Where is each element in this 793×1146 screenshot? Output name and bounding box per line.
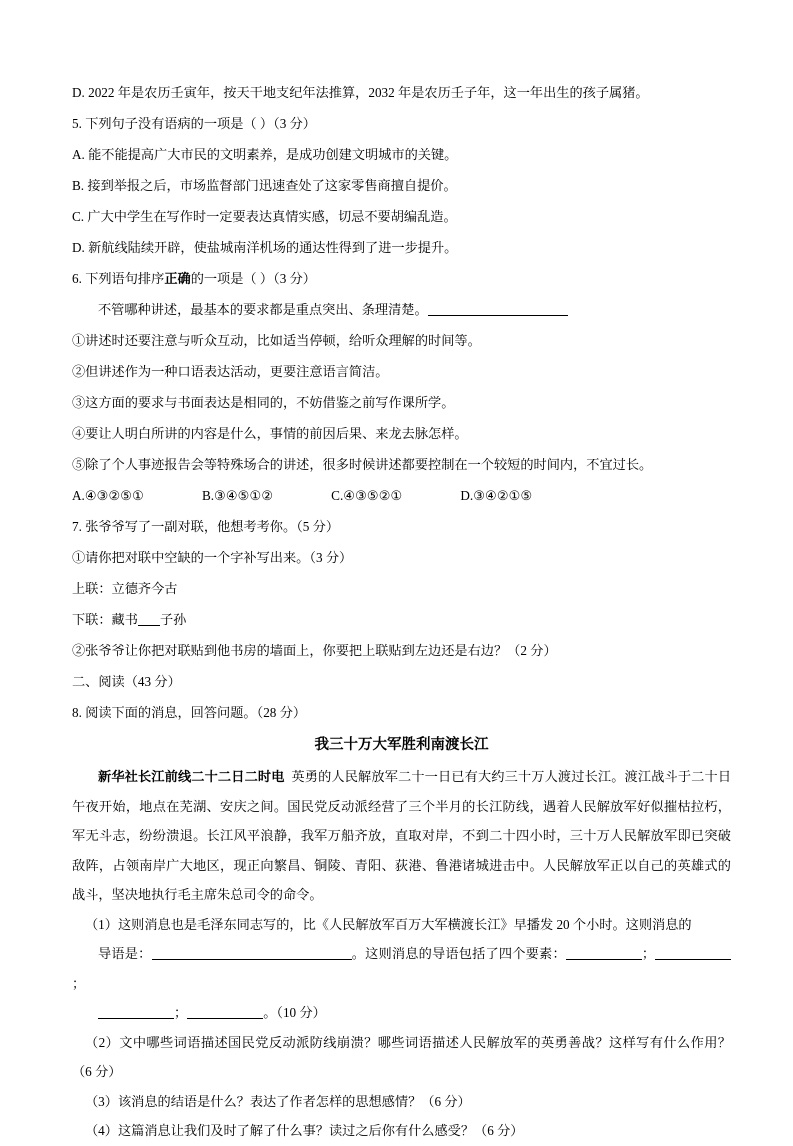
question-5-option-b: B. 接到举报之后，市场监督部门迅速查处了这家零售商擅自提价。 bbox=[72, 178, 457, 193]
subquestion-3: （3）该消息的结语是什么？表达了作者怎样的思想感情？（6 分） bbox=[85, 1093, 471, 1109]
question-6-item-3: ③这方面的要求与书面表达是相同的，不妨借鉴之前写作课所学。 bbox=[72, 395, 455, 410]
question-6-item-2: ②但讲述作为一种口语表达活动，更要注意语言简洁。 bbox=[72, 364, 389, 379]
question-6-options bbox=[72, 480, 731, 511]
couplet-top: 上联：立德齐今古 bbox=[72, 581, 178, 596]
article-dateline: 新华社长江前线二十二日二时电 bbox=[98, 769, 285, 784]
article-title: 我三十万大军胜利南渡长江 bbox=[314, 737, 489, 753]
question-6-option-a: A.④③②⑤① bbox=[72, 488, 144, 503]
subquestion-1-continued bbox=[72, 939, 731, 998]
question-6-item-1: ①讲述时还要注意与听众互动，比如适当停顿，给听众理解的时间等。 bbox=[72, 333, 481, 348]
question-6-option-c: C.④③⑤②① bbox=[331, 488, 403, 503]
blank-line bbox=[98, 1018, 174, 1019]
question-6-item-4: ④要让人明白所讲的内容是什么，事情的前因后果、来龙去脉怎样。 bbox=[72, 426, 468, 441]
subquestion-1-part-c: 。这则消息的导语包括了四个要素： bbox=[351, 946, 566, 961]
question-6-intro-text: 不管哪种讲述，最基本的要求都是重点突出、条理清楚。 bbox=[98, 302, 428, 317]
subquestion-1 bbox=[72, 910, 731, 940]
blank-char bbox=[138, 625, 160, 626]
question-6-option-b: B.③④⑤①② bbox=[201, 488, 274, 503]
question-6-stem-pre: 6. 下列语句排序 bbox=[72, 271, 165, 286]
blank-line bbox=[152, 959, 352, 960]
question-7-part-1: ①请你把对联中空缺的一个字补写出来。（3 分） bbox=[72, 550, 353, 565]
subquestion-1-part-g: 。（10 分） bbox=[263, 1005, 326, 1020]
question-8-stem: 8. 阅读下面的消息，回答问题。（28 分） bbox=[72, 705, 307, 720]
subquestion-4: （4）这篇消息让我们及时了解了什么事？读过之后你有什么感受？（6 分） bbox=[85, 1123, 524, 1138]
question-7-stem: 7. 张爷爷写了一副对联，他想考考你。（5 分） bbox=[72, 519, 340, 534]
section-2-heading: 二、阅读（43 分） bbox=[72, 674, 181, 689]
couplet-bottom-pre: 下联：藏书 bbox=[72, 612, 138, 627]
question-5-option-d: D. 新航线陆续开辟，使盐城南洋机场的通达性得到了进一步提升。 bbox=[72, 240, 458, 255]
question-5-stem: 5. 下列句子没有语病的一项是（ ）（3 分） bbox=[72, 116, 316, 131]
question-5-option-c: C. 广大中学生在写作时一定要表达真情实感，切忌不要胡编乱造。 bbox=[72, 209, 457, 224]
question-6-stem bbox=[72, 263, 731, 294]
couplet-bottom bbox=[72, 604, 731, 635]
question-4-option-d: D. 2022 年是农历壬寅年，按天干地支纪年法推算，2032 年是农历壬子年，这一年出生的孩子属猪。 bbox=[72, 85, 649, 100]
question-6-intro bbox=[72, 294, 731, 325]
subquestion-1-sep-2: ； bbox=[72, 975, 86, 991]
blank-line bbox=[428, 315, 568, 316]
question-6-item-5: ⑤除了个人事迹报告会等特殊场合的讲述，很多时候讲述都要控制在一个较短的时间内，不宜过长。 bbox=[72, 457, 653, 472]
couplet-bottom-post: 子孙 bbox=[159, 612, 187, 627]
blank-line bbox=[655, 959, 731, 960]
question-6-option-d: D.③④②①⑤ bbox=[460, 488, 533, 503]
question-6-stem-emphasis: 正确 bbox=[164, 271, 191, 286]
subquestion-1-sep-3: ； bbox=[174, 1005, 188, 1020]
blank-line bbox=[566, 959, 642, 960]
subquestion-1-part-a: （1）这则消息也是毛泽东同志写的，比《人民解放军百万大军横渡长江》早播发 20 个小时。这则消息的 bbox=[85, 916, 692, 932]
subquestion-1-continued-2 bbox=[72, 998, 731, 1028]
question-7-part-2: ②张爷爷让你把对联贴到他书房的墙面上，你要把上联贴到左边还是右边？（2 分） bbox=[72, 643, 557, 658]
subquestion-1-part-b: 导语是： bbox=[98, 946, 152, 961]
subquestion-2: （2）文中哪些词语描述国民党反动派防线崩溃？哪些词语描述人民解放军的英勇善战？这样写有什么作用？（6 分） bbox=[72, 1034, 731, 1079]
subquestion-1-sep-1: ； bbox=[641, 946, 656, 961]
article-body-text: 英勇的人民解放军二十一日已有大约三十万人渡过长江。渡江战斗于二十日午夜开始，地点在芜湖、安庆之间。国民党反动派经营了三个半月的长江防线，遇着人民解放军好似摧枯拉朽，军无斗志，纷纷溃退。长江风平浪静，我军万船齐放，直取对岸，不到二十四小时，三十万人民解放军即已突破敌阵，占领南岸广大地区，现正向繁昌、铜陵、青阳、荻港、鲁港诸城进击中。人民解放军正以自己的英雄式的战斗，坚决地执行毛主席朱总司令的命令。 bbox=[72, 769, 732, 902]
blank-line bbox=[187, 1018, 263, 1019]
question-5-option-a: A. 能不能提高广大市民的文明素养，是成功创建文明城市的关键。 bbox=[72, 147, 458, 162]
question-6-stem-post: 的一项是（ ）（3 分） bbox=[190, 271, 316, 286]
article-body bbox=[72, 762, 731, 910]
